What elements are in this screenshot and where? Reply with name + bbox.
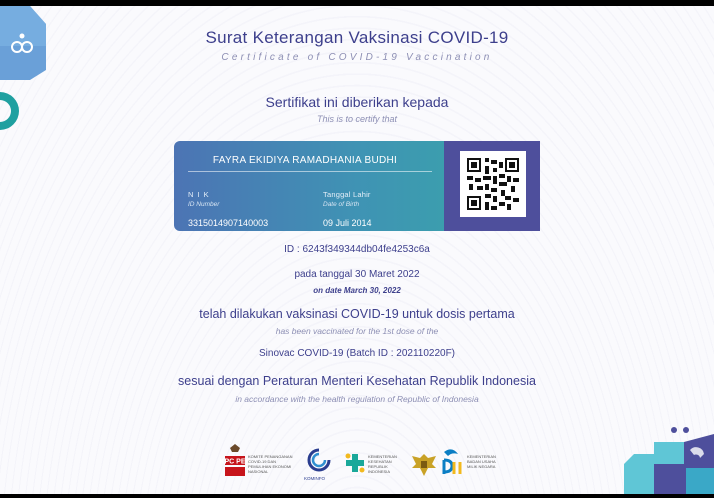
bumn-caption: KEMENTERIAN BADAN USAHA MILIK NEGARA <box>467 454 496 469</box>
footer-logos <box>219 442 496 481</box>
kpc-pen-logo <box>219 442 251 478</box>
qr-code <box>460 151 526 217</box>
certificate-subtitle: Certificate of COVID-19 Vaccination <box>221 52 493 63</box>
app-logo-decoration <box>0 6 50 146</box>
dose-statement-en: has been vaccinated for the 1st dose of the <box>275 326 439 336</box>
kemenkes-logo <box>344 452 366 474</box>
nik-label: N I K <box>188 190 210 199</box>
qr-code-icon <box>467 158 519 210</box>
kemenkes-caption: KEMENTERIAN KESEHATAN REPUBLIK INDONESIA <box>368 454 397 474</box>
name-divider <box>188 171 432 172</box>
holder-name: FAYRA EKIDIYA RAMADHANIA BUDHI <box>212 155 398 166</box>
nik-label-en: ID Number <box>188 201 220 208</box>
vaccine-batch: Sinovac COVID-19 (Batch ID : 202110220F) <box>258 348 456 359</box>
dob-value: 09 Juli 2014 <box>323 218 372 228</box>
vaccination-date-en: on date March 30, 2022 <box>313 286 401 295</box>
certificate-id: ID : 6243f349344db04fe4253c6a <box>284 244 430 255</box>
kpc-caption: KOMITE PENANGANAN COVID-19 DAN PEMULIHAN EKONOMI NASIONAL <box>248 454 293 474</box>
kominfo-logo <box>306 448 332 476</box>
given-to-label: Sertifikat ini diberikan kepada <box>265 94 449 110</box>
given-to-label-en: This is to certify that <box>316 114 398 124</box>
kominfo-caption: KOMINFO <box>304 476 325 481</box>
regulation-statement: sesuai dengan Peraturan Menteri Kesehatan Republik Indonesia <box>178 374 536 388</box>
certificate-title: Surat Keterangan Vaksinasi COVID-19 <box>205 28 509 47</box>
dose-statement: telah dilakukan vaksinasi COVID-19 untuk dosis pertama <box>199 307 515 321</box>
garuda-emblem <box>410 452 438 478</box>
nik-value: 3315014907140003 <box>188 218 269 228</box>
bumn-logo <box>440 448 464 478</box>
certificate-page <box>0 6 714 494</box>
holder-card <box>174 141 540 231</box>
kpc-text: KPC PEN <box>219 458 251 466</box>
vaccination-date: pada tanggal 30 Maret 2022 <box>294 269 420 280</box>
corner-decoration <box>624 424 714 494</box>
regulation-statement-en: in accordance with the health regulation of Republic of Indonesia <box>235 394 479 404</box>
dob-label-en: Date of Birth <box>323 201 360 208</box>
dob-label: Tanggal Lahir <box>323 190 371 199</box>
